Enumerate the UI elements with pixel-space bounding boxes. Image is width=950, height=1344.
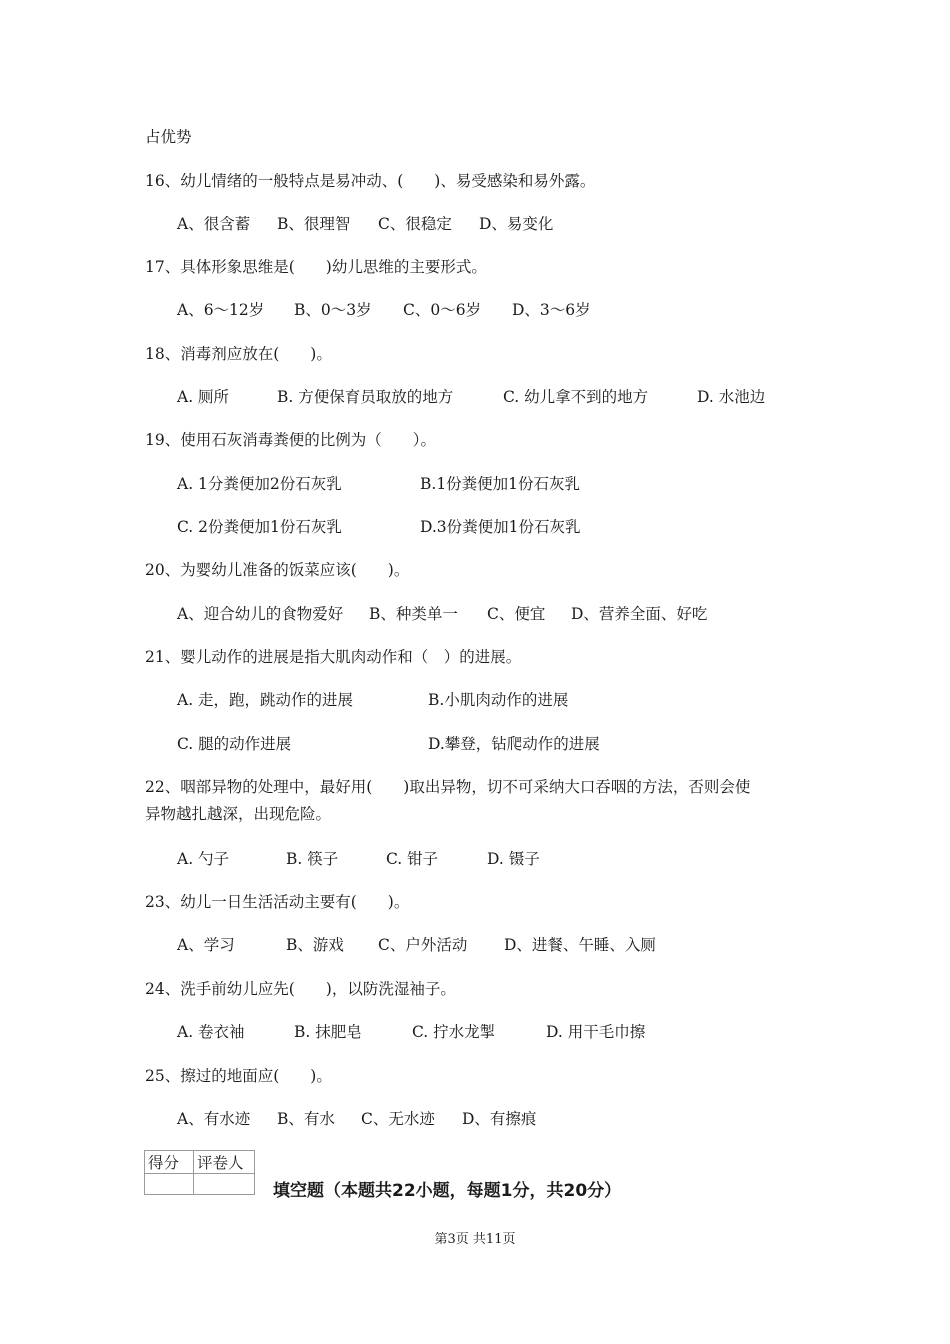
q18-option-c: C. 幼儿拿不到的地方 bbox=[503, 388, 649, 406]
page-footer: 第3页 共11页 bbox=[434, 1232, 516, 1247]
question-18-stem: 18、消毒剂应放在( )。 bbox=[145, 345, 332, 363]
q18-option-b: B. 方便保育员取放的地方 bbox=[277, 388, 454, 406]
grader-cell[interactable] bbox=[194, 1174, 255, 1195]
q22-option-c: C. 钳子 bbox=[386, 850, 439, 868]
question-22-stem: 22、咽部异物的处理中，最好用( )取出异物，切不可采纳大口吞咽的方法，否则会使 bbox=[145, 778, 751, 796]
score-box bbox=[144, 1150, 255, 1195]
q22-option-d: D. 镊子 bbox=[487, 850, 540, 868]
q17-option-b: B、0～3岁 bbox=[294, 301, 372, 319]
question-25-stem: 25、擦过的地面应( )。 bbox=[145, 1067, 332, 1085]
q22-option-a: A. 勺子 bbox=[177, 850, 230, 868]
q17-option-c: C、0～6岁 bbox=[403, 301, 482, 319]
q16-option-b: B、很理智 bbox=[277, 215, 351, 233]
q20-option-b: B、种类单一 bbox=[369, 605, 458, 623]
q21-option-b: B.小肌肉动作的进展 bbox=[428, 691, 569, 709]
q23-option-d: D、进餐、午睡、入厕 bbox=[504, 936, 656, 954]
q25-option-b: B、有水 bbox=[277, 1110, 335, 1128]
q16-option-a: A、很含蓄 bbox=[177, 215, 251, 233]
q16-option-c: C、很稳定 bbox=[378, 215, 452, 233]
question-19-stem: 19、使用石灰消毒粪便的比例为（ ）。 bbox=[145, 431, 436, 449]
score-cell[interactable] bbox=[145, 1174, 194, 1195]
q21-option-d: D.攀登，钻爬动作的进展 bbox=[428, 735, 600, 753]
question-22-stem-cont: 异物越扎越深，出现危险。 bbox=[145, 805, 332, 823]
continuation-text: 占优势 bbox=[145, 128, 192, 146]
q23-option-b: B、游戏 bbox=[286, 936, 344, 954]
q20-option-d: D、营养全面、好吃 bbox=[571, 605, 708, 623]
q19-option-b: B.1份粪便加1份石灰乳 bbox=[420, 475, 581, 493]
q23-option-a: A、学习 bbox=[177, 936, 235, 954]
question-24-stem: 24、洗手前幼儿应先( )，以防洗湿袖子。 bbox=[145, 980, 456, 998]
q21-option-c: C. 腿的动作进展 bbox=[177, 735, 292, 753]
q19-option-a: A. 1分粪便加2份石灰乳 bbox=[177, 475, 342, 493]
q24-option-b: B. 抹肥皂 bbox=[294, 1023, 362, 1041]
question-17-stem: 17、具体形象思维是( )幼儿思维的主要形式。 bbox=[145, 258, 487, 276]
question-21-stem: 21、婴儿动作的进展是指大肌肉动作和（ ）的进展。 bbox=[145, 648, 522, 666]
q19-option-d: D.3份粪便加1份石灰乳 bbox=[420, 518, 581, 536]
q21-option-a: A. 走，跑，跳动作的进展 bbox=[177, 691, 354, 709]
q18-option-a: A. 厕所 bbox=[177, 388, 230, 406]
q24-option-a: A. 卷衣袖 bbox=[177, 1023, 245, 1041]
q19-option-c: C. 2份粪便加1份石灰乳 bbox=[177, 518, 342, 536]
score-label: 得分 bbox=[145, 1151, 194, 1174]
q16-option-d: D、易变化 bbox=[479, 215, 554, 233]
q20-option-a: A、迎合幼儿的食物爱好 bbox=[177, 605, 344, 623]
section-title: 填空题（本题共22小题，每题1分，共20分） bbox=[273, 1181, 622, 1201]
q17-option-a: A、6～12岁 bbox=[177, 301, 265, 319]
q22-option-b: B. 筷子 bbox=[286, 850, 339, 868]
q17-option-d: D、3～6岁 bbox=[512, 301, 591, 319]
grader-label: 评卷人 bbox=[194, 1151, 255, 1174]
q25-option-a: A、有水迹 bbox=[177, 1110, 251, 1128]
q20-option-c: C、便宜 bbox=[487, 605, 546, 623]
q24-option-d: D. 用干毛巾擦 bbox=[546, 1023, 646, 1041]
question-20-stem: 20、为婴幼儿准备的饭菜应该( )。 bbox=[145, 561, 410, 579]
q23-option-c: C、户外活动 bbox=[378, 936, 468, 954]
q25-option-c: C、无水迹 bbox=[361, 1110, 435, 1128]
q25-option-d: D、有擦痕 bbox=[462, 1110, 537, 1128]
question-23-stem: 23、幼儿一日生活活动主要有( )。 bbox=[145, 893, 410, 911]
question-16-stem: 16、幼儿情绪的一般特点是易冲动、( )、易受感染和易外露。 bbox=[145, 172, 596, 190]
q24-option-c: C. 拧水龙掣 bbox=[412, 1023, 496, 1041]
q18-option-d: D. 水池边 bbox=[697, 388, 766, 406]
